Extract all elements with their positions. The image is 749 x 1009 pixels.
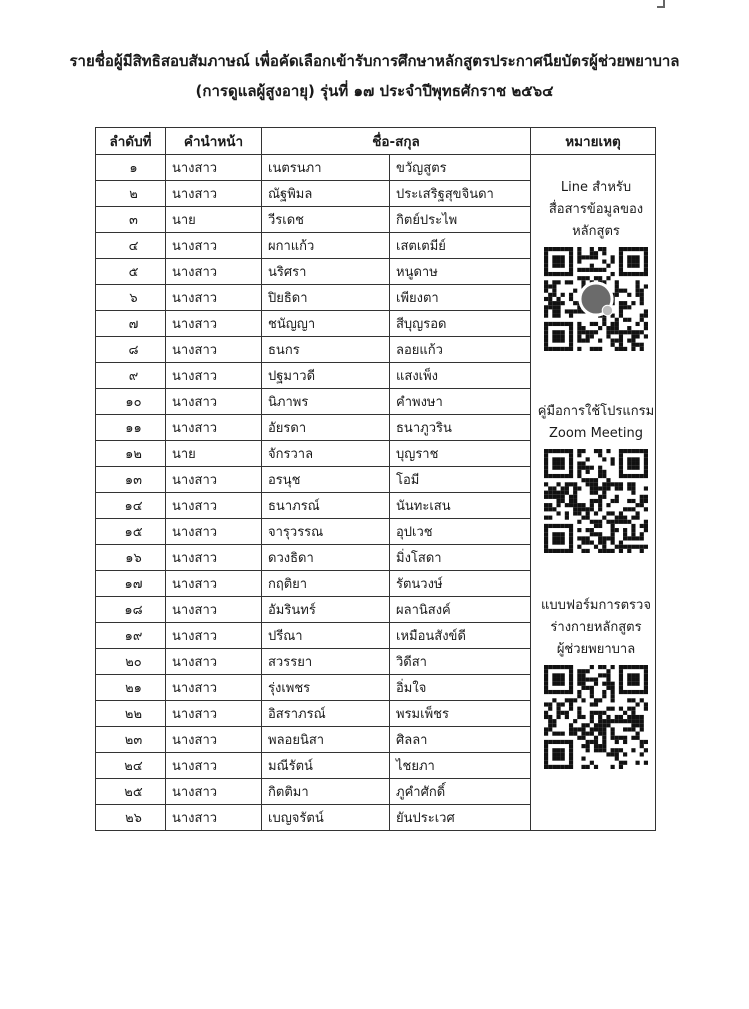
row-prefix: นางสาว	[166, 285, 262, 311]
row-last-name: วิดีสา	[390, 649, 531, 675]
row-last-name: พรมเพ็ชร	[390, 701, 531, 727]
row-last-name: หนูดาษ	[390, 259, 531, 285]
page-corner-mark	[657, 0, 665, 8]
row-number: ๑๙	[96, 623, 166, 649]
row-last-name: เหมือนสังข์ดี	[390, 623, 531, 649]
row-prefix: นางสาว	[166, 389, 262, 415]
row-number: ๑	[96, 155, 166, 181]
row-number: ๘	[96, 337, 166, 363]
row-first-name: ปรีณา	[262, 623, 390, 649]
remark-text: หลักสูตร	[572, 224, 620, 239]
row-last-name: อุปเวช	[390, 519, 531, 545]
remark-text: ผู้ช่วยพยาบาล	[556, 642, 636, 657]
remark-text: Zoom Meeting	[548, 426, 644, 441]
row-number: ๖	[96, 285, 166, 311]
row-last-name: ไชยภา	[390, 753, 531, 779]
remark-group	[537, 401, 655, 553]
row-prefix: นาย	[166, 441, 262, 467]
row-prefix: นางสาว	[166, 597, 262, 623]
row-prefix: นางสาว	[166, 623, 262, 649]
row-prefix: นางสาว	[166, 363, 262, 389]
header-name: ชื่อ-สกุล	[262, 128, 531, 155]
row-number: ๑๔	[96, 493, 166, 519]
row-last-name: ยันประเวศ	[390, 805, 531, 831]
row-prefix: นางสาว	[166, 415, 262, 441]
row-prefix: นางสาว	[166, 233, 262, 259]
row-last-name: แสงเพ็ง	[390, 363, 531, 389]
row-first-name: กฤติยา	[262, 571, 390, 597]
row-first-name: ณัฐพิมล	[262, 181, 390, 207]
row-first-name: มณีรัตน์	[262, 753, 390, 779]
remark-text: Line สำหรับ	[560, 180, 632, 195]
row-first-name: นริศรา	[262, 259, 390, 285]
remarks-cell	[531, 155, 656, 831]
row-prefix: นางสาว	[166, 467, 262, 493]
row-prefix: นางสาว	[166, 571, 262, 597]
row-first-name: พลอยนิสา	[262, 727, 390, 753]
row-number: ๑๒	[96, 441, 166, 467]
row-first-name: นิภาพร	[262, 389, 390, 415]
row-first-name: อัยรดา	[262, 415, 390, 441]
row-first-name: ธนกร	[262, 337, 390, 363]
row-last-name: ขวัญสูตร	[390, 155, 531, 181]
remark-text: ร่างกายหลักสูตร	[550, 620, 642, 635]
row-last-name: บุญราช	[390, 441, 531, 467]
qr-code-health-form[interactable]	[544, 665, 648, 769]
row-prefix: นางสาว	[166, 337, 262, 363]
row-number: ๒๑	[96, 675, 166, 701]
row-number: ๔	[96, 233, 166, 259]
qr-code-zoom-manual[interactable]	[544, 449, 648, 553]
row-prefix: นางสาว	[166, 311, 262, 337]
remark-text: สื่อสารข้อมูลของ	[548, 202, 644, 217]
row-number: ๗	[96, 311, 166, 337]
header-no: ลำดับที่	[96, 128, 166, 155]
table-header-row	[96, 128, 656, 155]
row-first-name: ผกาแก้ว	[262, 233, 390, 259]
row-number: ๒๒	[96, 701, 166, 727]
remark-group	[537, 177, 655, 351]
row-last-name: คำพงษา	[390, 389, 531, 415]
row-last-name: รัตนวงษ์	[390, 571, 531, 597]
row-first-name: เนตรนภา	[262, 155, 390, 181]
row-last-name: อิ่มใจ	[390, 675, 531, 701]
document-title-line-2: (การดูแลผู้สูงอายุ) รุ่นที่ ๑๗ ประจำปีพุทธศักราช ๒๕๖๔	[195, 82, 554, 100]
row-prefix: นางสาว	[166, 545, 262, 571]
row-first-name: อิสราภรณ์	[262, 701, 390, 727]
row-first-name: วีรเดช	[262, 207, 390, 233]
row-number: ๑๖	[96, 545, 166, 571]
row-number: ๒๓	[96, 727, 166, 753]
row-first-name: จักรวาล	[262, 441, 390, 467]
row-number: ๑๘	[96, 597, 166, 623]
row-last-name: สีบุญรอด	[390, 311, 531, 337]
row-prefix: นางสาว	[166, 675, 262, 701]
table-row	[96, 155, 656, 181]
row-last-name: ภูคำศักดิ์	[390, 779, 531, 805]
row-number: ๙	[96, 363, 166, 389]
row-first-name: เบญจรัตน์	[262, 805, 390, 831]
row-prefix: นางสาว	[166, 493, 262, 519]
row-prefix: นางสาว	[166, 649, 262, 675]
row-last-name: กิตย์ประไพ	[390, 207, 531, 233]
row-number: ๒๕	[96, 779, 166, 805]
row-prefix: นางสาว	[166, 805, 262, 831]
row-prefix: นาย	[166, 207, 262, 233]
document-title-line-1: รายชื่อผู้มีสิทธิสอบสัมภาษณ์ เพื่อคัดเลือกเข้ารับการศึกษาหลักสูตรประกาศนียบัตรผู้ช่วยพยาบาล	[69, 52, 680, 70]
row-first-name: ปฐมาวดี	[262, 363, 390, 389]
row-prefix: นางสาว	[166, 753, 262, 779]
candidate-table	[95, 127, 656, 831]
remark-text: แบบฟอร์มการตรวจ	[541, 598, 651, 613]
row-first-name: สวรรยา	[262, 649, 390, 675]
row-first-name: ปิยธิดา	[262, 285, 390, 311]
row-first-name: ชนัญญา	[262, 311, 390, 337]
row-last-name: เสตเตมีย์	[390, 233, 531, 259]
row-prefix: นางสาว	[166, 701, 262, 727]
row-first-name: อัมรินทร์	[262, 597, 390, 623]
row-number: ๑๑	[96, 415, 166, 441]
row-number: ๑๕	[96, 519, 166, 545]
row-number: ๕	[96, 259, 166, 285]
table-body	[96, 155, 656, 831]
row-prefix: นางสาว	[166, 519, 262, 545]
row-number: ๒๔	[96, 753, 166, 779]
row-number: ๒	[96, 181, 166, 207]
row-prefix: นางสาว	[166, 259, 262, 285]
row-first-name: รุ่งเพชร	[262, 675, 390, 701]
row-first-name: ดวงธิดา	[262, 545, 390, 571]
qr-code-line-group[interactable]	[544, 247, 648, 351]
remark-group	[537, 595, 655, 769]
row-first-name: จารุวรรณ	[262, 519, 390, 545]
row-prefix: นางสาว	[166, 779, 262, 805]
row-last-name: ลอยแก้ว	[390, 337, 531, 363]
row-first-name: ธนาภรณ์	[262, 493, 390, 519]
row-last-name: ประเสริฐสุขจินดา	[390, 181, 531, 207]
row-prefix: นางสาว	[166, 727, 262, 753]
row-last-name: เพียงตา	[390, 285, 531, 311]
row-last-name: โอมี	[390, 467, 531, 493]
row-number: ๑๗	[96, 571, 166, 597]
row-number: ๒๐	[96, 649, 166, 675]
row-number: ๑๐	[96, 389, 166, 415]
row-number: ๓	[96, 207, 166, 233]
row-last-name: ธนาภูวริน	[390, 415, 531, 441]
row-prefix: นางสาว	[166, 181, 262, 207]
remark-text: คู่มือการใช้โปรแกรม	[537, 404, 655, 419]
row-last-name: มิ่งโสดา	[390, 545, 531, 571]
header-prefix: คำนำหน้า	[166, 128, 262, 155]
row-first-name: กิตติมา	[262, 779, 390, 805]
header-remark: หมายเหตุ	[531, 128, 656, 155]
row-first-name: อรนุช	[262, 467, 390, 493]
row-last-name: ผลานิสงค์	[390, 597, 531, 623]
row-number: ๒๖	[96, 805, 166, 831]
row-prefix: นางสาว	[166, 155, 262, 181]
row-last-name: ศิลลา	[390, 727, 531, 753]
row-last-name: นันทะเสน	[390, 493, 531, 519]
row-number: ๑๓	[96, 467, 166, 493]
